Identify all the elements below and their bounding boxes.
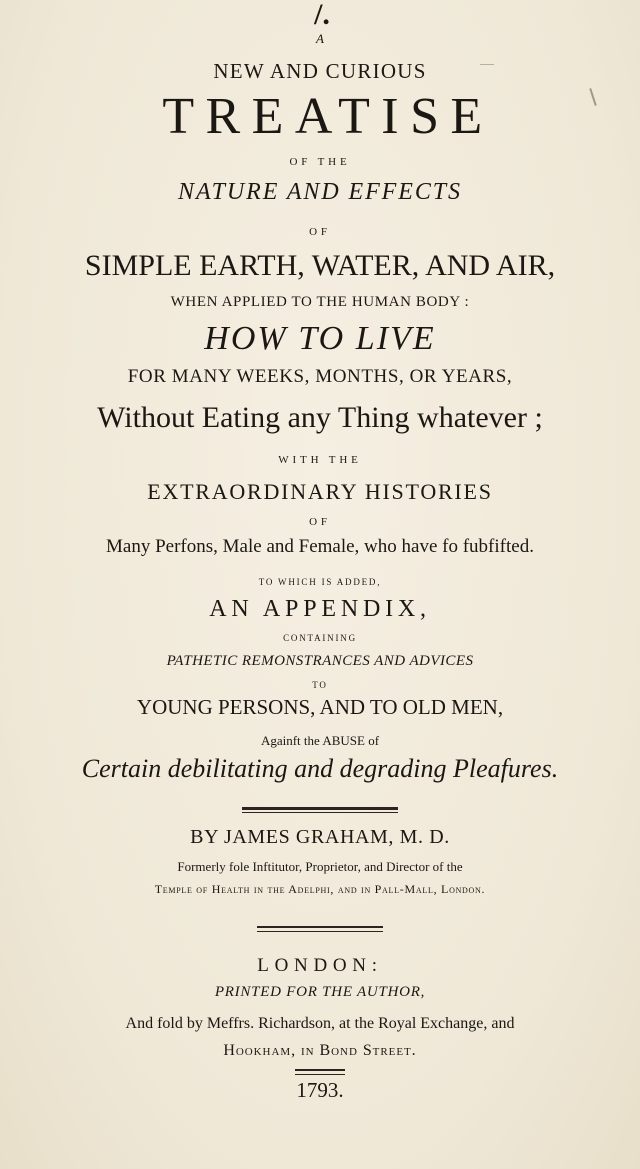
ornamental-rule-3-thin	[295, 1074, 345, 1075]
without-eating: Without Eating any Thing whatever ;	[97, 401, 543, 434]
when-applied: WHEN APPLIED TO THE HUMAN BODY :	[170, 294, 470, 310]
sold-by-2: Hookham, in Bond Street.	[223, 1042, 417, 1059]
ornamental-rule-2-thin	[257, 931, 383, 932]
for-many-weeks: FOR MANY WEEKS, MONTHS, OR YEARS,	[127, 366, 513, 387]
ornamental-rule-1	[242, 807, 398, 810]
young-persons-old-men: YOUNG PERSONS, AND TO OLD MEN,	[136, 695, 504, 719]
publication-year: 1793.	[296, 1078, 344, 1102]
printed-for-author: PRINTED FOR THE AUTHOR,	[214, 984, 426, 1000]
ornamental-rule-3	[295, 1069, 345, 1071]
sold-by-1: And fold by Meffrs. Richardson, at the Royal Exchange, and	[125, 1015, 515, 1032]
containing: CONTAINING	[283, 633, 357, 643]
simple-earth-water-air: SIMPLE EARTH, WATER, AND AIR,	[84, 249, 556, 282]
of-2: OF	[309, 516, 331, 528]
to: TO	[312, 680, 328, 690]
how-to-live: HOW TO LIVE	[204, 320, 436, 357]
an-appendix: AN APPENDIX,	[209, 596, 431, 622]
ornamental-rule-1-thin	[242, 812, 398, 813]
certain-pleasures: Certain debilitating and degrading Pleafures.	[81, 754, 559, 783]
with-the: WITH THE	[278, 454, 362, 466]
extraordinary-histories: EXTRAORDINARY HISTORIES	[147, 479, 493, 504]
to-which-is-added: TO WHICH IS ADDED,	[258, 577, 382, 587]
ornamental-rule-2	[257, 926, 383, 928]
pathetic-remonstrances: PATHETIC REMONSTRANCES AND ADVICES	[166, 653, 474, 669]
temple-of-health: Temple of Health in the Adelphi, and in Pall-Mall, London.	[154, 882, 486, 896]
subtitle-new-and-curious: NEW AND CURIOUS	[213, 59, 427, 83]
nature-and-effects: NATURE AND EFFECTS	[178, 179, 462, 205]
of-the-1: OF THE	[289, 156, 351, 168]
of-1: OF	[309, 226, 331, 238]
formerly-sole-institutor: Formerly fole Inftitutor, Proprietor, and Director of the	[177, 859, 463, 874]
shelf-mark: /.	[314, 0, 330, 31]
many-persons: Many Perfons, Male and Female, who have fo fubfifted.	[106, 536, 534, 557]
against-the-abuse: Againft the ABUSE of	[260, 733, 380, 748]
stray-mark-top	[480, 64, 494, 65]
article-a: A	[316, 31, 324, 46]
main-title-treatise: TREATISE	[162, 88, 494, 145]
london: LONDON:	[257, 955, 383, 976]
author-line: BY JAMES GRAHAM, M. D.	[190, 826, 450, 848]
